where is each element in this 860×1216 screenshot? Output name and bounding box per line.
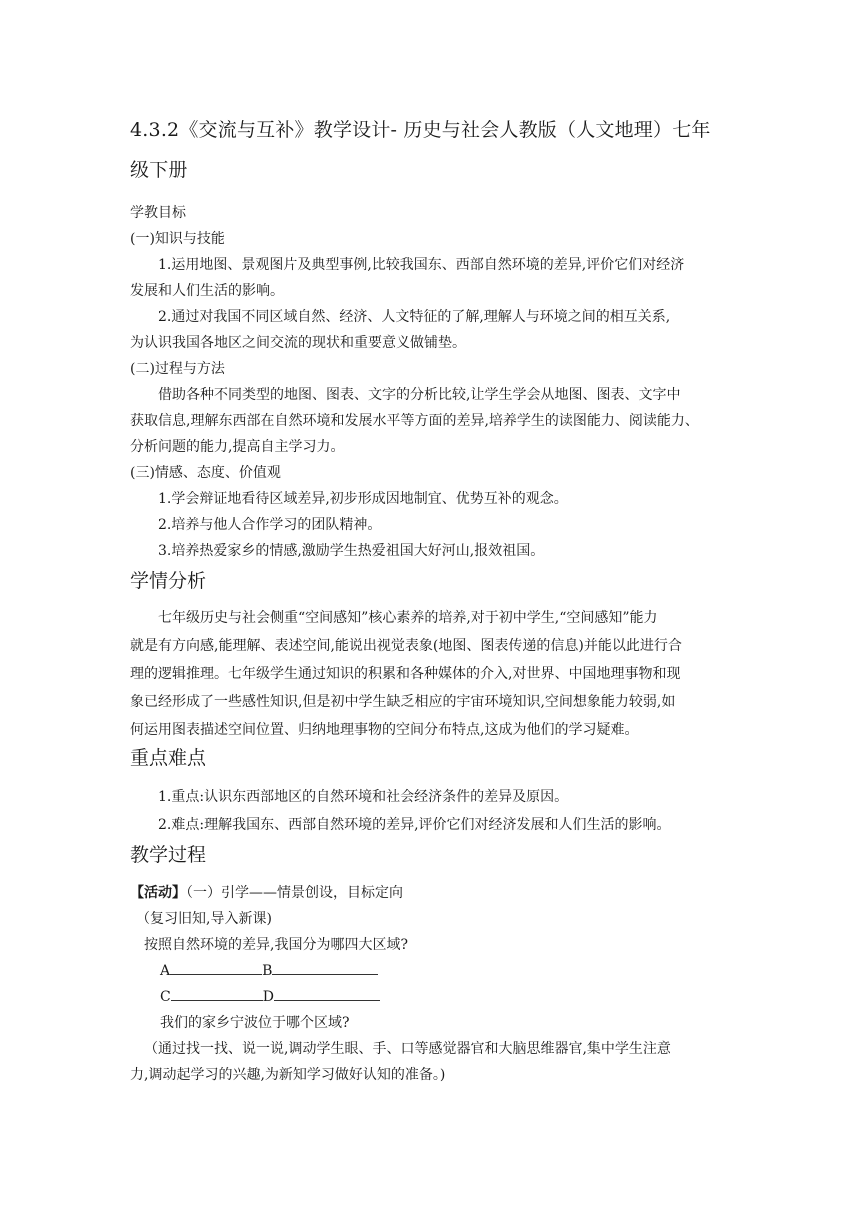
- attitude-item-1: 1.学会辩证地看待区域差异,初步形成因地制宜、优势互补的观念。: [158, 491, 568, 507]
- title-line-1: 4.3.2《交流与互补》教学设计- 历史与社会人教版（人文地理）七年: [130, 119, 711, 141]
- analysis-line-1: 七年级历史与社会侧重“空间感知”核心素养的培养,对于初中学生,“空间感知”能力: [158, 610, 658, 626]
- objectives-section: [130, 200, 742, 564]
- knowledge-skills-heading: (一)知识与技能: [130, 231, 225, 247]
- activity-line: [130, 880, 742, 906]
- blank-c: [171, 986, 263, 1001]
- analysis-line-4: 象已经形成了一些感性知识,但是初中学生缺乏相应的宇宙环境知识,空间想象能力较弱,如: [130, 694, 676, 710]
- attitude-values-heading: (三)情感、态度、价值观: [130, 465, 281, 481]
- objective-2-line-1: 2.通过对我国不同区域自然、经济、人文特征的了解,理解人与环境之间的相互关系,: [158, 309, 671, 325]
- process-note-line-1: （通过找一找、说一说,调动学生眼、手、口等感觉器官和大脑思维器官,集中学生注意: [144, 1041, 671, 1057]
- question-regions: 按照自然环境的差异,我国分为哪四大区域?: [144, 937, 408, 953]
- key-points-section: [130, 783, 742, 839]
- document-title: [130, 110, 740, 190]
- process-note-line-2: 力,调动起学习的兴趣,为新知学习做好认知的准备。): [130, 1067, 446, 1083]
- activity-tag: 【活动】: [130, 885, 186, 901]
- key-point-2: 2.难点:理解我国东、西部自然环境的差异,评价它们对经济发展和人们生活的影响。: [158, 817, 671, 833]
- blank-a: [170, 960, 262, 975]
- analysis-heading: 学情分析: [130, 570, 207, 592]
- label-b: B: [262, 963, 273, 979]
- key-points-heading: 重点难点: [130, 747, 207, 769]
- objective-1-line-2: 发展和人们生活的影响。: [130, 283, 284, 299]
- activity-subtitle: （复习旧知,导入新课): [136, 911, 272, 927]
- attitude-item-3: 3.培养热爱家乡的情感,激励学生热爱祖国大好河山,报效祖国。: [158, 543, 545, 559]
- process-heading: 教学过程: [130, 844, 207, 866]
- objective-1-line-1: 1.运用地图、景观图片及典型事例,比较我国东、西部自然环境的差异,评价它们对经济: [158, 257, 685, 273]
- analysis-section: [130, 604, 742, 744]
- key-point-1: 1.重点:认识东西部地区的自然环境和社会经济条件的差异及原因。: [158, 789, 569, 805]
- process-section: [130, 880, 742, 1088]
- process-method-line-2: 获取信息,理解东西部在自然环境和发展水平等方面的差异,培养学生的读图能力、阅读能力、: [130, 413, 699, 429]
- label-c: C: [160, 989, 171, 1005]
- activity-title: （一）引学——情景创设，目标定向: [186, 885, 403, 901]
- question-hometown: 我们的家乡宁波位于哪个区域?: [160, 1015, 350, 1031]
- analysis-line-3: 理的逻辑推理。七年级学生通过知识的积累和各种媒体的介入,对世界、中国地理事物和现: [130, 666, 681, 682]
- attitude-item-2: 2.培养与他人合作学习的团队精神。: [158, 517, 382, 533]
- process-method-line-1: 借助各种不同类型的地图、图表、文字的分析比较,让学生学会从地图、图表、文字中: [158, 387, 681, 403]
- blank-row-ab: [130, 958, 742, 984]
- blank-row-cd: [130, 984, 742, 1010]
- process-method-heading: (二)过程与方法: [130, 361, 225, 377]
- label-a: A: [160, 963, 171, 979]
- label-d: D: [262, 989, 274, 1005]
- objectives-heading: 学教目标: [130, 205, 186, 221]
- analysis-line-5: 何运用图表描述空间位置、归纳地理事物的空间分布特点,这成为他们的学习疑难。: [130, 722, 639, 738]
- title-line-2: 级下册: [130, 159, 188, 181]
- blank-d: [274, 986, 380, 1001]
- process-method-line-3: 分析问题的能力,提高自主学习力。: [130, 439, 345, 455]
- analysis-line-2: 就是有方向感,能理解、表述空间,能说出视觉表象(地图、图表传递的信息)并能以此进行合: [130, 638, 682, 654]
- blank-b: [272, 960, 378, 975]
- objective-2-line-2: 为认识我国各地区之间交流的现状和重要意义做铺垫。: [130, 335, 466, 351]
